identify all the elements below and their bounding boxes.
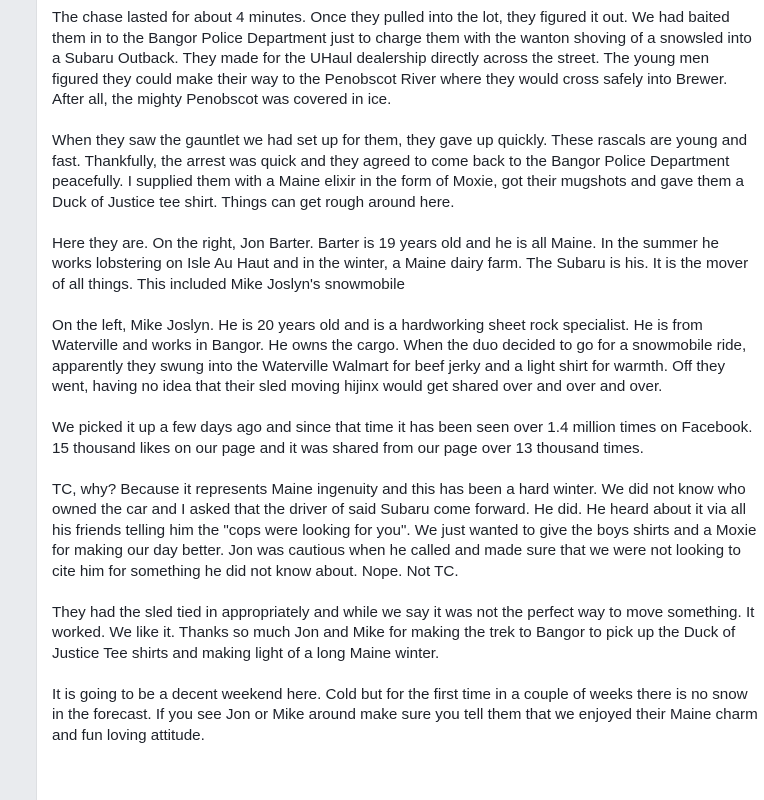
paragraph-why: TC, why? Because it represents Maine ingenuity and this has been a hard winter. We did not know who owned the car and I asked that the driver of said Subaru come forward. He did. He heard about it via all his friends telling him the "cops were looking for you". We just wanted to give the boys shirts and a Moxie for making our day better. Jon was cautious when he called and made sure that we were not looking to cite him for something he did not know about. Nope. Not TC. [52,480,757,580]
paragraph-chase: The chase lasted for about 4 minutes. Once they pulled into the lot, they figured it out. We had baited them in to the Bangor Police Department just to charge them with the wanton shoving of a snowsled into a Subaru Outback. They made for the UHaul dealership directly across the street. The young men figured they could make their way to the Penobscot River where they would cross safely into Brewer. After all, the mighty Penobscot was covered in ice. [52,9,752,108]
paragraph-thanks: They had the sled tied in appropriately and while we say it was not the perfect way to move something. It worked. We like it. Thanks so much Jon and Mike for making the trek to Bangor to pick up the Duck of Justice Tee shirts and making light of a long Maine winter. [52,603,755,662]
paragraph-jon-barter: Here they are. On the right, Jon Barter. Barter is 19 years old and he is all Maine. In the summer he works lobstering on Isle Au Haut and in the winter, a Maine dairy farm. The Subaru is his. It is the mover of all things. This included Mike Joslyn's snowmobile [52,234,749,293]
paragraph-weekend: It is going to be a decent weekend here. Cold but for the first time in a couple of weeks there is no snow in the forecast. If you see Jon or Mike around make sure you tell them that we enjoyed their Maine charm and fun loving attitude. [52,685,758,744]
left-gutter [0,0,37,800]
post-body [52,8,758,767]
paragraph-arrest: When they saw the gauntlet we had set up for them, they gave up quickly. These rascals are young and fast. Thankfully, the arrest was quick and they agreed to come back to the Bangor Police Department peacefully. I supplied them with a Maine elixir in the form of Moxie, got their mugshots and gave them a Duck of Justice tee shirt. Things can get rough around here. [52,132,748,211]
paragraph-mike-joslyn: On the left, Mike Joslyn. He is 20 years old and is a hardworking sheet rock specialist. He is from Waterville and works in Bangor. He owns the cargo. When the duo decided to go for a snowmobile ride, apparently they swung into the Waterville Walmart for beef jerky and a light shirt for warmth. Off they went, having no idea that their sled moving hijinx would get shared over and over and over. [52,316,747,395]
paragraph-views: We picked it up a few days ago and since that time it has been seen over 1.4 million times on Facebook. 15 thousand likes on our page and it was shared from our page over 13 thousand times. [52,419,753,457]
